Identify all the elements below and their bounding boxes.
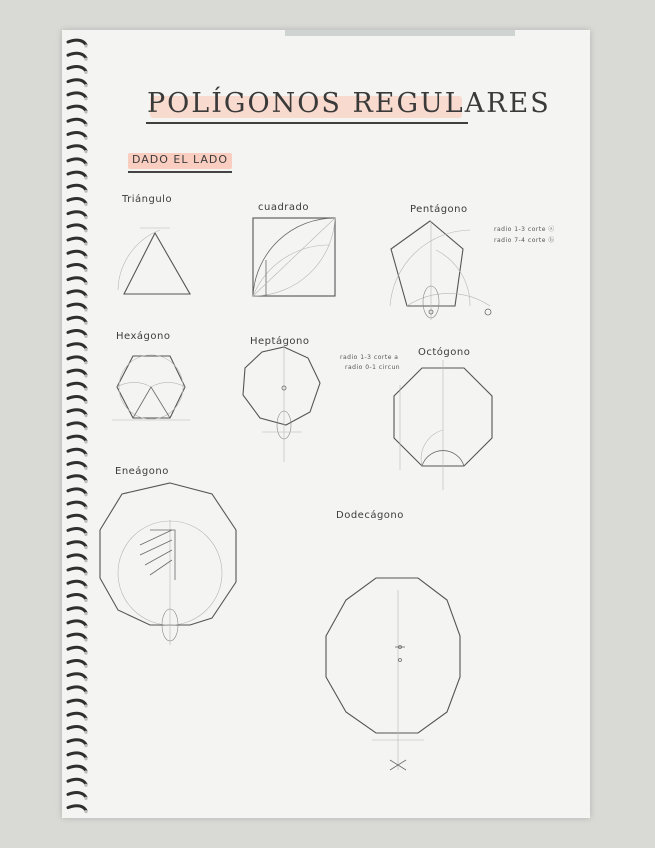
label-octogono: Octógono [418,347,471,358]
square-drawing [253,218,335,296]
heptagon-drawing [243,342,320,462]
label-eneagono: Eneágono [115,466,169,477]
octagon-drawing [394,360,492,490]
page-title: POLÍGONOS REGULARES [147,88,551,119]
label-triangulo: Triángulo [122,194,173,205]
nonagon-drawing [100,483,236,645]
pentagon-note-2: radio 7-4 corte ⓑ [494,237,555,244]
hexagon-drawing [112,355,190,420]
triangle-drawing [118,228,190,294]
heptagon-note-2: radio 0-1 circun [345,364,401,371]
label-heptagono: Heptágono [250,336,310,347]
label-hexagono: Hexágono [116,331,171,342]
dodecagon-drawing [326,578,460,770]
pentagon-drawing [390,221,491,320]
label-cuadrado: cuadrado [258,202,310,213]
pentagon-note-1: radio 1-3 corte ⓐ [494,226,555,233]
label-pentagono: Pentágono [410,204,468,215]
label-dodecagono: Dodecágono [336,510,404,521]
section-heading: DADO EL LADO [132,153,229,166]
heptagon-note-1: radio 1-3 corte a [340,354,399,361]
